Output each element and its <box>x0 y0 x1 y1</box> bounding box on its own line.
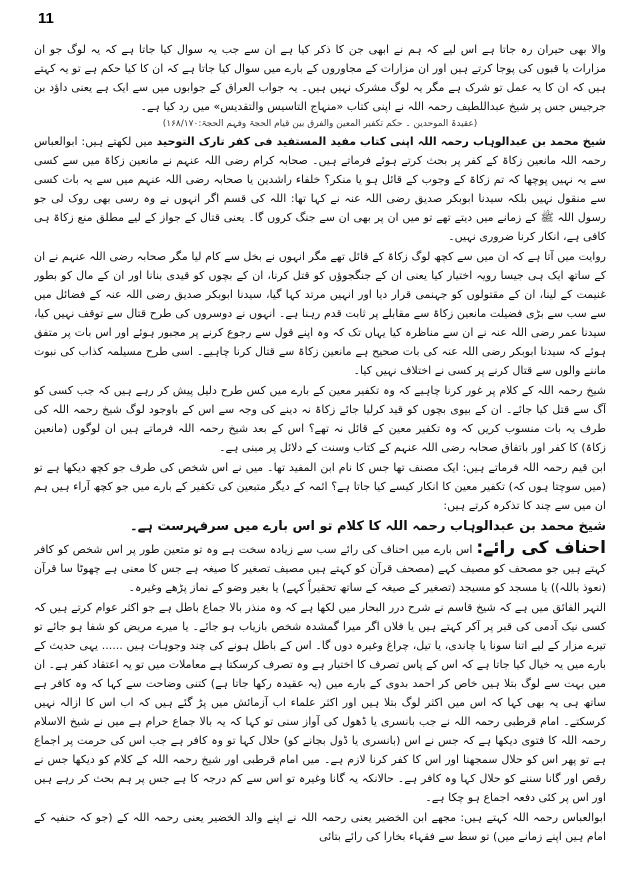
paragraph-narration: روایت میں آتا ہے کہ ان میں سے کچھ لوگ زکاۃ کے قائل تھے مگر انہوں نے بخل سے کام لیا مگر صحابہ رضی اللہ عنہم نے ان کے ساتھ ایک ہی جیسا رویہ اختیار کیا یعنی ان کے جنگجوؤں کو قتل کرنا، ان کے بچوں کو قیدی بنانا اور ان کے مال کو بطور غنیمت کے لینا، ان کے مقتولوں کو جہنمی قرار دیا اور انہیں مرتد کہا گیا، سیدنا ابوبکر صدیق رضی اللہ عنہ کے فضائل میں سے سب سے بڑی فضیلت مانعین زکاۃ سے مقابلے پر ثابت قدم رہنا ہے۔ انہوں نے دوسروں کی طرح قتال سے توقف نہیں کیا، سیدنا عمر رضی اللہ عنہ نے ان سے مناظرہ کیا یہاں تک کہ وہ اپنے قول سے رجوع کرنے پر مجبور ہوئے اور اس بات پر متفق ہوئے کہ سیدنا ابوبکر رضی اللہ عنہ کی بات صحیح ہے مانعین زکاۃ سے قتال کرنا چاہیے۔ اسی طرح مسیلمہ کذاب کی نبوت ماننے والوں سے قتال کرنے پر کسی نے اختلاف نہیں کیا۔ <box>34 250 606 377</box>
section-heading: احناف کی رائے: <box>476 538 606 558</box>
book-title: مفید المستفید فی کفر تارک التوحید <box>156 135 357 148</box>
paragraph-sheikh-quote <box>34 132 606 246</box>
paragraph-ibn-qayyim: ابن قیم رحمہ اللہ فرماتے ہیں: ایک مصنف تھا جس کا نام ابن المفید تھا۔ میں نے اس شخص کی طرف جو کچھ دیکھا ہے تو (میں سوچتا ہوں کہ) تکفیر معین کا انکار کیسے کیا جاتا ہے؟ ائمہ کے دیگر متبعین کی تکفیر کے بارے میں جو کچھ آراء ہیں ہم ان میں سے چند کا تذکرہ کرتے ہیں: <box>34 461 606 512</box>
paragraph-ahnaf <box>34 539 606 597</box>
paragraph-body: میں لکھتے ہیں: ابوالعباس رحمہ اللہ مانعین زکاۃ کے کفر پر بحث کرتے ہوئے فرماتے ہیں۔ صحابہ کرام رضی اللہ عنہم نے مانعین زکاۃ میں سے کسی سے یہ نہیں پوچھا کہ تم زکاۃ کے وجوب کے قائل ہو یا منکر؟ خلفاء راشدین یا صحابہ رضی اللہ عنہم میں سے یہ بات کسی سے منقول نہیں بلکہ سیدنا ابوبکر صدیق رضی اللہ عنہ نے کہا تھا: اللہ کی قسم اگر انہوں نے وہ رسی بھی روک لی جو رسول اللہ ﷺ کے زمانے میں دیتے تھے تو میں ان پر بھی ان سے جنگ کروں گا۔ یعنی قتال کے جواز کے لیے مطلق منع زکاۃ ہی کافی ہے، انکار کرنا ضروری نہیں۔ <box>34 135 606 243</box>
paragraph-reflection: شیخ رحمہ اللہ کے کلام پر غور کرنا چاہیے کہ وہ تکفیر معین کے بارے میں کس طرح دلیل پیش کر رہے ہیں کہ جب کسی کو آگ سے قتل کیا جائے۔ ان کے بیوی بچوں کو قید کرلیا جائے زکاۃ نہ دینے کی وجہ سے اس کے باوجود لوگ شیخ رحمہ اللہ کی طرف یہ بات منسوب کریں کہ وہ تکفیر معین کے قائل نہ تھے؟ اس کے بعد شیخ رحمہ اللہ فرماتے ہیں ان لوگوں (مانعین زکاۃ) کا کفر اور باتفاق صحابہ رضی اللہ عنہم کے کتاب وسنت کے دلائل پر مبنی ہے۔ <box>34 384 606 454</box>
paragraph-nahr-fayiq: النہر الفائق میں ہے کہ شیخ قاسم نے شرح درر البحار میں لکھا ہے کہ وہ منذر بالا جماع باطل ہے جو اکثر عوام کرتے ہیں کہ کسی نیک آدمی کی قبر پر آکر کہتے ہیں یا فلاں اگر میرا گمشدہ شخص بازیاب ہو جائے۔ یا میرے مریض کو شفا ہو جائے تو تیرے مزار کے لیے اتنا سونا یا چاندی، یا تیل، چراغ وغیرہ دوں گا۔ اس کے باطل ہونے کی چند وجوہات ہیں ...... یہی حدیث کے بارے میں یہ خیال کیا جاتا ہے کہ اس کے پاس تصرف کا اختیار ہے وہ تصرف کرسکتا ہے معاملات میں تو یہ اعتقاد کفر ہے۔ ان میں بہت سے لوگ بتلا ہیں خاص کر احمد بدوی کے بارے میں (یہ عقیدہ رکھا جاتا ہے) کتنی وضاحت سے کہا کہ وہ کافر ہے ساتھ ہی یہ بھی کہا کہ اس میں اکثر لوگ بتلا ہیں اور اکثر علماء اب آزمائش میں پڑ گئے ہیں کہ اب اس کا ازالہ نہیں کرسکتے۔ امام قرطبی رحمہ اللہ نے جب بانسری یا ڈھول کی آواز سنی تو کہا کہ یہ بالا جماع حرام ہے میں نے شیخ الاسلام رحمہ اللہ کا فتوی دیکھا ہے کہ جس نے اس (بانسری یا ڈول بجانے کو) حلال کہا تو وہ کافر ہے جب اس کی حرمت پر اجماع ہے تو پھر اس کو حلال سمجھنا اور اس کا کفر کرنا لازم ہے۔ میں امام قرطبی اور شیخ رحمہ اللہ کے کلام کو دیکھا جس نے رقص اور گانا سننے کو حلال کہا وہ کافر ہے۔ حالانکہ یہ گانا وغیرہ تو اس سے کم درجہ کا ہے جس پر ہم بحث کر رہے ہیں اور اس پر کئی دفعہ اجماع ہو چکا ہے۔ <box>34 601 606 804</box>
reference-citation: (عقیدۃ الموحدین ۔ حکم تکفیر المعین والفرق بین قیام الحجۃ وفہم الحجۃ:۱۶۸/۱۷۰) <box>162 119 478 129</box>
bold-statement: شیخ محمد بن عبدالوہاب رحمہ اللہ کا کلام تو اس بارے میں سرفہرست ہے۔ <box>130 519 606 534</box>
page-number: 11 <box>38 10 54 27</box>
paragraph-abul-abbas: ابوالعباس رحمہ اللہ کہتے ہیں: مجھے ابن الخضیر یعنی رحمہ اللہ نے اپنے والد الخضیر یعنی رحمہ اللہ کے (جو کہ حنفیہ کے امام ہیں اپنے زمانے میں) تو سط سے فقہاء بخارا کی رائے بتائی <box>34 811 606 843</box>
paragraph-lead: شیخ محمد بن عبدالوہاب رحمہ اللہ اپنی کتاب <box>359 135 606 148</box>
paragraph-intro: والا بھی حیران رہ جاتا ہے اس لیے کہ ہم نے ابھی جن کا ذکر کیا ہے ان سے جب یہ سوال کیا جاتا ہے کہ یہ لوگ جو ان مزارات یا قبوں کی پوجا کرتے ہیں اور ان مزارات کے مجاوروں کے بارے میں سوال کیا جاتا ہے کہ ان کا کیا حکم ہے تو یہ کہتے ہیں کہ ان کا یہ عمل تو شرک ہے مگر یہ لوگ مشرک نہیں ہیں۔ یہ جواب العراق کے جوابوں میں سے ایک ہے یعنی داؤد بن جرجیس جس پر شیخ عبداللطیف رحمہ اللہ نے اپنی کتاب «منہاج التاسیس والتقدیس» میں رد کیا ہے۔ <box>34 43 606 113</box>
paragraph-body: اس بارے میں احناف کی رائے سب سے زیادہ سخت ہے وہ تو متعین طور پر اس شخص کو کافر کہتے ہیں جو مصحف کو مصیف کہے (مصحف قرآن کو کہتے ہیں مصیف تصغیر کا صیغہ ہے جس کا معنی ہے چھوٹا سا قرآن (نعوذ باللہ)) یا مسجد کو مسیجد (تصغیر کے صیغہ کے ساتھ تحقیراً کہے) یا بغیر وضو کے نماز پڑھے وغیرہ۔ <box>34 543 606 594</box>
document-body <box>34 40 606 865</box>
